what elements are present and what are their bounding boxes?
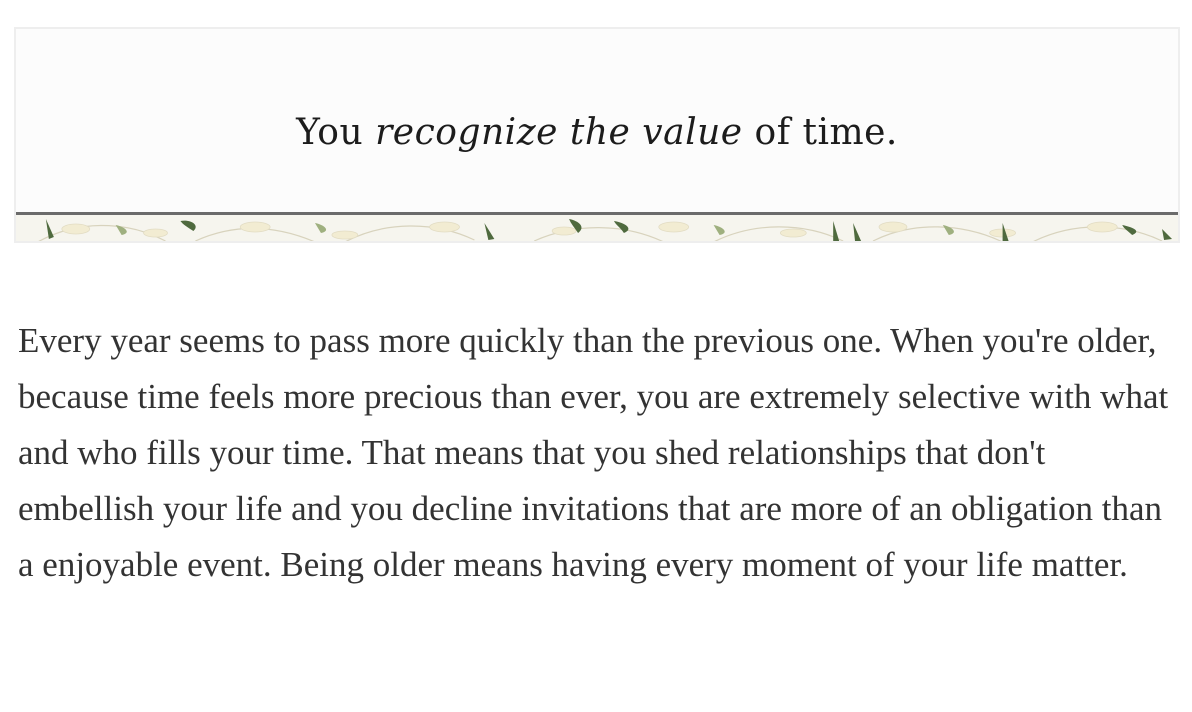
quote-banner-text xyxy=(296,88,898,153)
body-paragraph: Every year seems to pass more quickly than the previous one. When you're older, because time feels more precious than ever, you are extremely selective with what and who fills your time. That means that you shed relationships that don't embellish your life and you decline invitations that are more of an obligation than a enjoyable event. Being older means having every moment of your life matter. xyxy=(18,321,1169,584)
floral-pattern xyxy=(16,215,1178,243)
floral-border-decoration xyxy=(16,215,1178,243)
quote-text-before: You xyxy=(296,112,376,153)
quote-banner-image xyxy=(14,27,1180,243)
quote-text-emphasis: recognize the value xyxy=(375,112,743,153)
quote-banner-background xyxy=(16,29,1178,212)
quote-text-after: of time. xyxy=(742,112,898,153)
